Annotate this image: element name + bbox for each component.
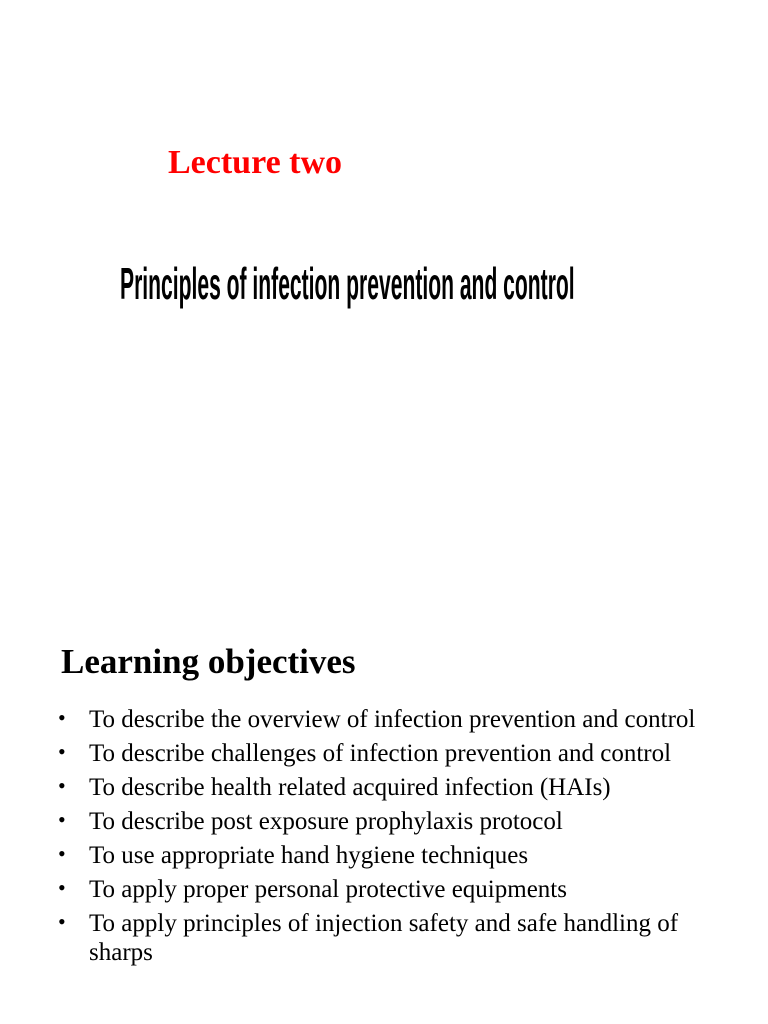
objective-item bbox=[0, 841, 709, 870]
objective-text: To apply proper personal protective equipments bbox=[89, 876, 567, 903]
deck-title: Principles of infection prevention and control bbox=[120, 259, 575, 309]
bullet-icon: • bbox=[58, 909, 66, 934]
objectives-heading: Learning objectives bbox=[61, 642, 356, 681]
objective-text: To describe health related acquired infection (HAIs) bbox=[89, 774, 611, 801]
objective-item bbox=[0, 909, 709, 967]
objectives-list bbox=[0, 705, 768, 972]
objective-item bbox=[0, 705, 709, 734]
objective-text: To describe post exposure prophylaxis protocol bbox=[89, 808, 563, 835]
objective-item bbox=[0, 875, 709, 904]
objective-text: To describe the overview of infection prevention and control bbox=[89, 706, 696, 733]
objective-item bbox=[0, 773, 709, 802]
bullet-icon: • bbox=[58, 773, 66, 798]
objectives-slide bbox=[0, 600, 768, 1024]
lecture-label: Lecture two bbox=[168, 144, 343, 181]
bullet-icon: • bbox=[58, 705, 66, 730]
objective-text: To use appropriate hand hygiene techniques bbox=[89, 842, 529, 869]
objective-text: To describe challenges of infection prevention and control bbox=[89, 740, 672, 767]
bullet-icon: • bbox=[58, 841, 66, 866]
bullet-icon: • bbox=[58, 807, 66, 832]
objective-item bbox=[0, 807, 709, 836]
bullet-icon: • bbox=[58, 875, 66, 900]
objective-item bbox=[0, 739, 709, 768]
bullet-icon: • bbox=[58, 739, 66, 764]
objective-text: To apply principles of injection safety and safe handling of sharps bbox=[89, 910, 679, 966]
